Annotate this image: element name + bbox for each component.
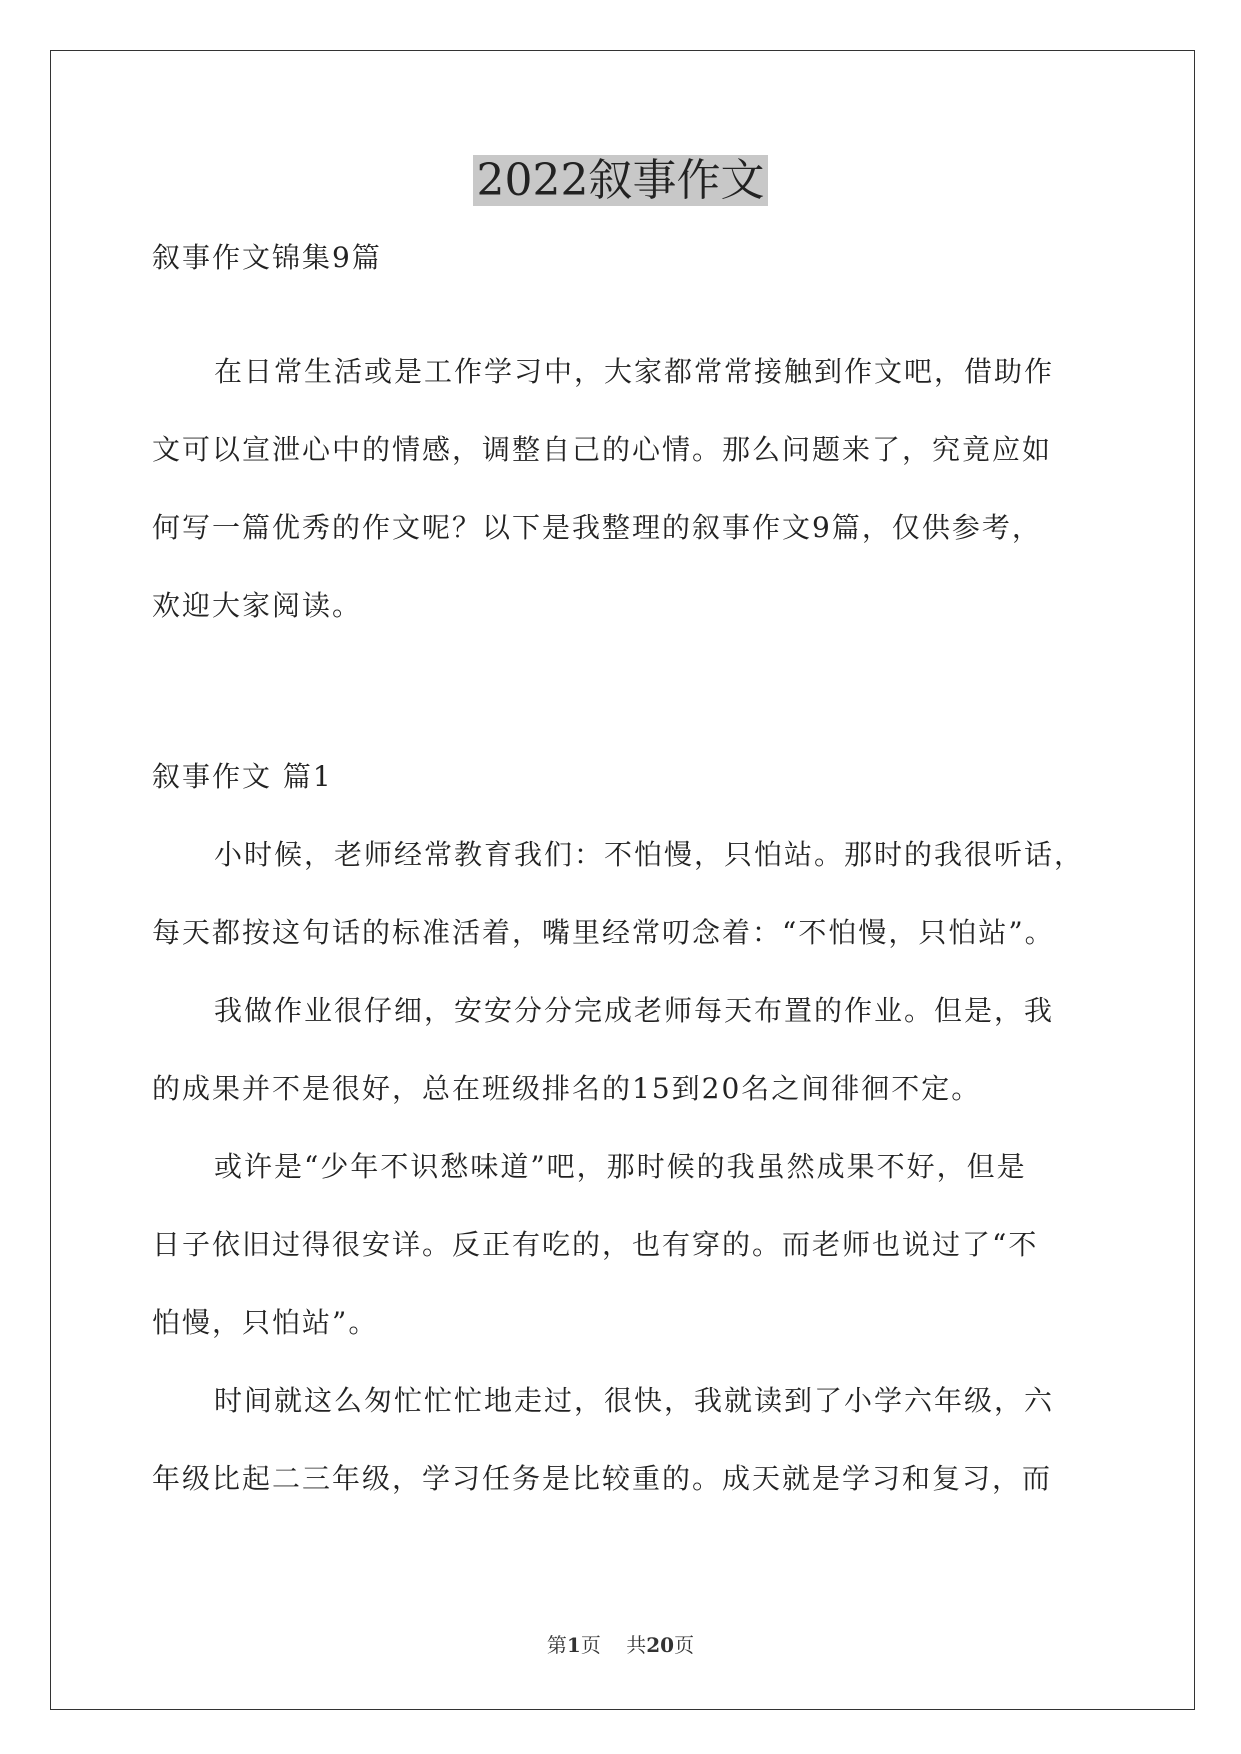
intro-line: 何写一篇优秀的作文呢？以下是我整理的叙事作文9篇，仅供参考，	[152, 511, 1042, 544]
body-line: 我做作业很仔细，安安分分完成老师每天布置的作业。但是，我	[214, 994, 1055, 1027]
intro-line: 文可以宣泄心中的情感，调整自己的心情。那么问题来了，究竟应如	[152, 433, 1053, 466]
body-line: 的成果并不是很好，总在班级排名的15到20名之间徘徊不定。	[152, 1072, 982, 1105]
document-title-text: 2022叙事作文	[473, 155, 769, 206]
page-footer	[0, 1632, 1241, 1658]
section-heading: 叙事作文 篇1	[152, 760, 333, 793]
intro-line: 欢迎大家阅读。	[152, 589, 363, 622]
page-label-prefix: 第	[546, 1633, 567, 1657]
body-line: 时间就这么匆忙忙忙地走过，很快，我就读到了小学六年级，六	[214, 1384, 1055, 1417]
body-line: 日子依旧过得很安详。反正有吃的，也有穿的。而老师也说过了“不	[152, 1228, 1039, 1261]
total-label-prefix: 共	[626, 1633, 647, 1657]
body-line: 或许是“少年不识愁味道”吧，那时候的我虽然成果不好，但是	[214, 1150, 1027, 1183]
body-line: 怕慢，只怕站”。	[152, 1306, 379, 1339]
body-line: 年级比起二三年级，学习任务是比较重的。成天就是学习和复习，而	[152, 1462, 1053, 1495]
total-pages: 20	[646, 1633, 675, 1657]
intro-line: 在日常生活或是工作学习中，大家都常常接触到作文吧，借助作	[214, 355, 1055, 388]
page-label-suffix: 页	[580, 1633, 601, 1657]
document-title	[0, 152, 1241, 210]
page-number: 1	[566, 1633, 581, 1657]
body-line: 每天都按这句话的标准活着，嘴里经常叨念着：“不怕慢，只怕站”。	[152, 916, 1055, 949]
body-line: 小时候，老师经常教育我们：不怕慢，只怕站。那时的我很听话，	[214, 838, 1085, 871]
document-subtitle: 叙事作文锦集9篇	[152, 241, 382, 274]
total-label-suffix: 页	[674, 1633, 695, 1657]
